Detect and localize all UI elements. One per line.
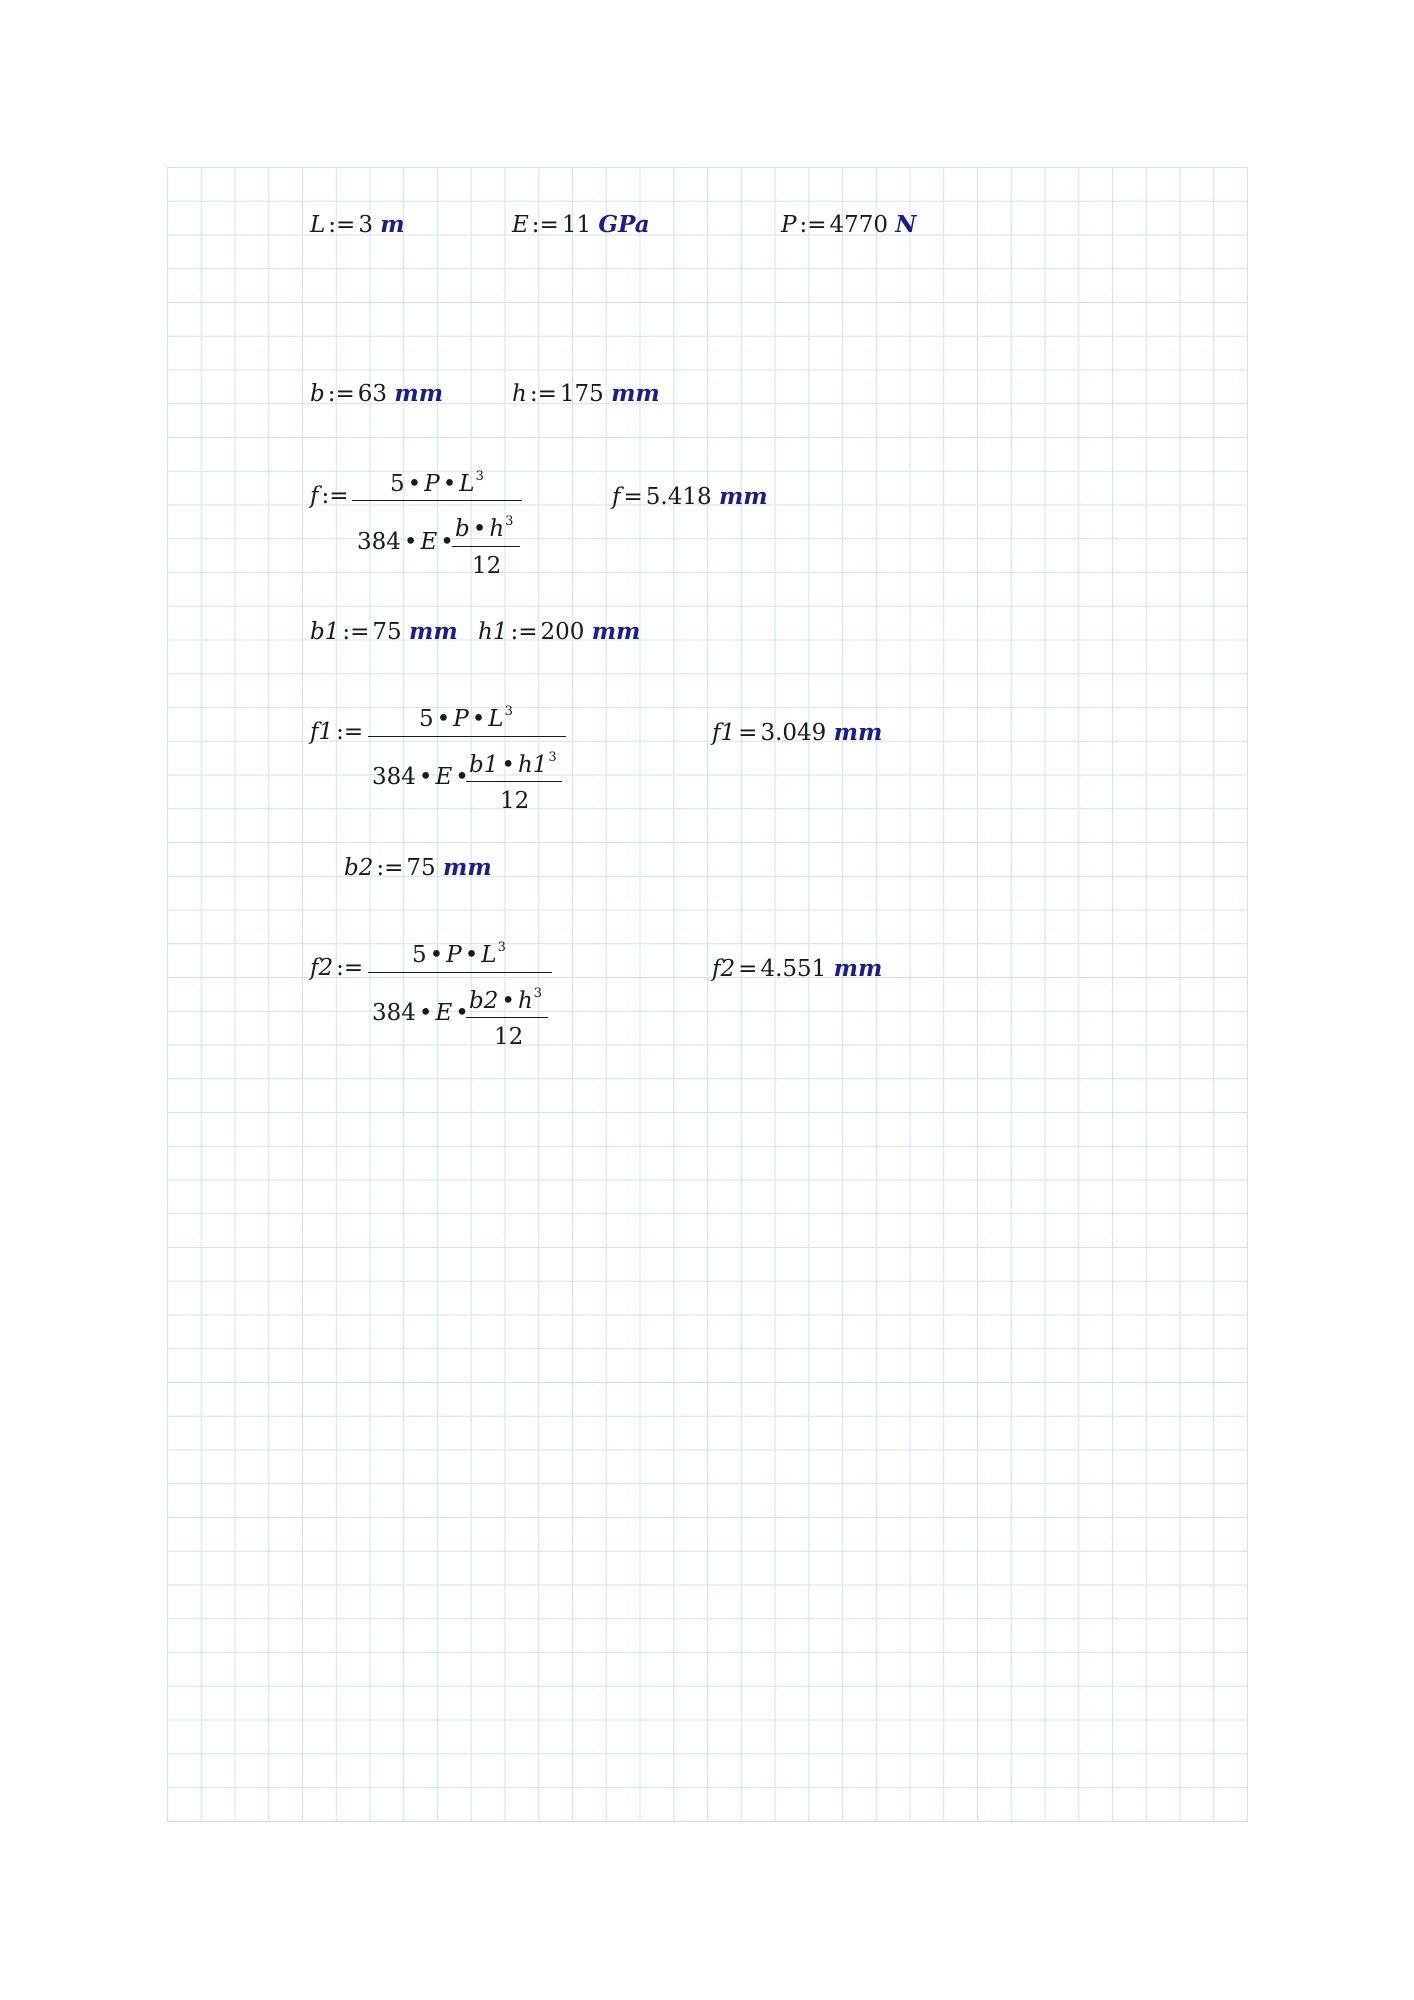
den-coeff: 384 <box>357 529 401 555</box>
var-name: E <box>512 212 529 238</box>
denominator-left <box>372 766 472 789</box>
inner-den-value: 12 <box>494 1024 524 1050</box>
assign-op: := <box>510 619 538 645</box>
num-var-L: L <box>459 471 475 497</box>
num-var-P: P <box>446 942 462 968</box>
mult-op: • <box>418 764 433 790</box>
var-name: b2 <box>344 855 374 881</box>
assign-op: := <box>328 212 356 238</box>
value: 75 <box>372 619 402 645</box>
unit: mm <box>591 618 641 645</box>
num-var-P: P <box>453 706 469 732</box>
denominator-left <box>357 531 457 554</box>
inner-fraction-bar <box>452 546 520 547</box>
inner-den-value: 12 <box>472 553 502 579</box>
inner-denominator <box>500 790 529 813</box>
inner-numerator <box>455 515 513 541</box>
var-name: b1 <box>310 619 340 645</box>
assign-op: := <box>327 381 355 407</box>
num-var-L: L <box>481 942 497 968</box>
assign-op: := <box>342 619 370 645</box>
unit: m <box>380 211 405 238</box>
unit: mm <box>833 719 883 746</box>
inner-denominator <box>494 1026 523 1049</box>
assign-op: := <box>376 855 404 881</box>
unit: N <box>895 211 917 238</box>
unit: mm <box>833 955 883 982</box>
assign-op: := <box>529 381 557 407</box>
exponent: 3 <box>548 750 557 765</box>
unit: mm <box>408 618 458 645</box>
mult-op: • <box>455 764 469 790</box>
inner-var: h <box>489 516 505 542</box>
var-name: b <box>310 381 325 407</box>
definition-h1[interactable] <box>478 620 640 644</box>
result-f1[interactable] <box>712 721 882 745</box>
inner-numerator <box>469 751 557 777</box>
var-name: f2 <box>310 955 334 981</box>
exponent: 3 <box>533 986 543 1001</box>
inner-var: b <box>455 516 470 542</box>
assign-op: := <box>799 212 827 238</box>
inner-var: b2 <box>469 988 499 1014</box>
mult-op: • <box>442 471 457 497</box>
var-name: f2 <box>712 956 736 982</box>
unit: mm <box>718 483 768 510</box>
assign-op: := <box>336 719 364 745</box>
result-f[interactable] <box>612 485 768 509</box>
exponent: 3 <box>497 940 506 955</box>
exponent: 3 <box>505 514 514 529</box>
mult-op: • <box>471 706 486 732</box>
inner-denominator <box>472 555 501 578</box>
inner-fraction-bar <box>466 781 562 782</box>
mult-op: • <box>501 988 515 1014</box>
eval-op: = <box>738 720 758 746</box>
num-var-L: L <box>488 706 504 732</box>
num-var-P: P <box>424 471 440 497</box>
eval-op: = <box>738 956 758 982</box>
value: 75 <box>406 855 436 881</box>
den-coeff: 384 <box>372 764 416 790</box>
eval-op: = <box>623 484 643 510</box>
fraction-bar <box>368 736 566 737</box>
value: 5.418 <box>645 484 712 510</box>
var-name: f <box>310 483 319 509</box>
inner-var: h <box>517 988 533 1014</box>
value: 3.049 <box>760 720 827 746</box>
assign-op: := <box>321 483 349 509</box>
inner-var: b1 <box>469 752 499 778</box>
mult-op: • <box>440 529 454 555</box>
definition-h[interactable] <box>512 382 660 406</box>
den-coeff: 384 <box>372 1000 416 1026</box>
var-name: h1 <box>478 619 508 645</box>
num-coeff: 5 <box>419 706 434 732</box>
num-coeff: 5 <box>390 471 405 497</box>
unit: mm <box>442 854 492 881</box>
var-name: P <box>781 212 797 238</box>
inner-fraction-bar <box>466 1017 548 1018</box>
mult-op: • <box>436 706 451 732</box>
den-var-E: E <box>435 764 453 790</box>
value: 175 <box>559 381 604 407</box>
value: 200 <box>540 619 585 645</box>
fraction-bar <box>368 972 552 973</box>
value: 63 <box>357 381 388 407</box>
unit: mm <box>611 380 660 407</box>
numerator <box>419 705 513 731</box>
value: 4.551 <box>760 956 827 982</box>
den-var-E: E <box>420 529 438 555</box>
definition-E[interactable] <box>512 213 650 237</box>
formula-lhs <box>310 485 352 508</box>
result-f2[interactable] <box>712 957 882 981</box>
mult-op: • <box>501 752 515 778</box>
mult-op: • <box>455 1000 469 1026</box>
definition-b1[interactable] <box>310 620 458 644</box>
formula-lhs <box>310 721 366 744</box>
definition-L[interactable] <box>310 213 405 237</box>
numerator <box>412 941 506 967</box>
denominator-left <box>372 1002 472 1025</box>
inner-den-value: 12 <box>500 788 530 814</box>
inner-var: h1 <box>517 752 548 778</box>
assign-op: := <box>531 212 559 238</box>
den-var-E: E <box>435 1000 453 1026</box>
value: 11 <box>561 212 592 238</box>
num-coeff: 5 <box>412 942 427 968</box>
definition-b[interactable] <box>310 382 443 406</box>
mult-op: • <box>464 942 479 968</box>
fraction-bar <box>352 500 522 501</box>
mult-op: • <box>407 471 422 497</box>
assign-op: := <box>336 955 364 981</box>
worksheet-grid <box>167 167 1248 1822</box>
var-name: f1 <box>712 720 736 746</box>
mult-op: • <box>472 516 487 542</box>
mult-op: • <box>403 529 418 555</box>
value: 3 <box>358 212 373 238</box>
mult-op: • <box>429 942 444 968</box>
exponent: 3 <box>475 469 484 484</box>
var-name: f1 <box>310 719 334 745</box>
formula-lhs <box>310 957 366 980</box>
mult-op: • <box>418 1000 433 1026</box>
unit: mm <box>394 380 444 407</box>
unit: GPa <box>598 211 650 238</box>
var-name: h <box>512 381 527 407</box>
definition-b2[interactable] <box>344 856 492 880</box>
value: 4770 <box>829 212 889 238</box>
exponent: 3 <box>504 704 513 719</box>
definition-P[interactable] <box>781 213 916 237</box>
var-name: f <box>612 484 621 510</box>
numerator <box>390 470 484 496</box>
var-name: L <box>310 212 326 238</box>
inner-numerator <box>469 987 542 1013</box>
